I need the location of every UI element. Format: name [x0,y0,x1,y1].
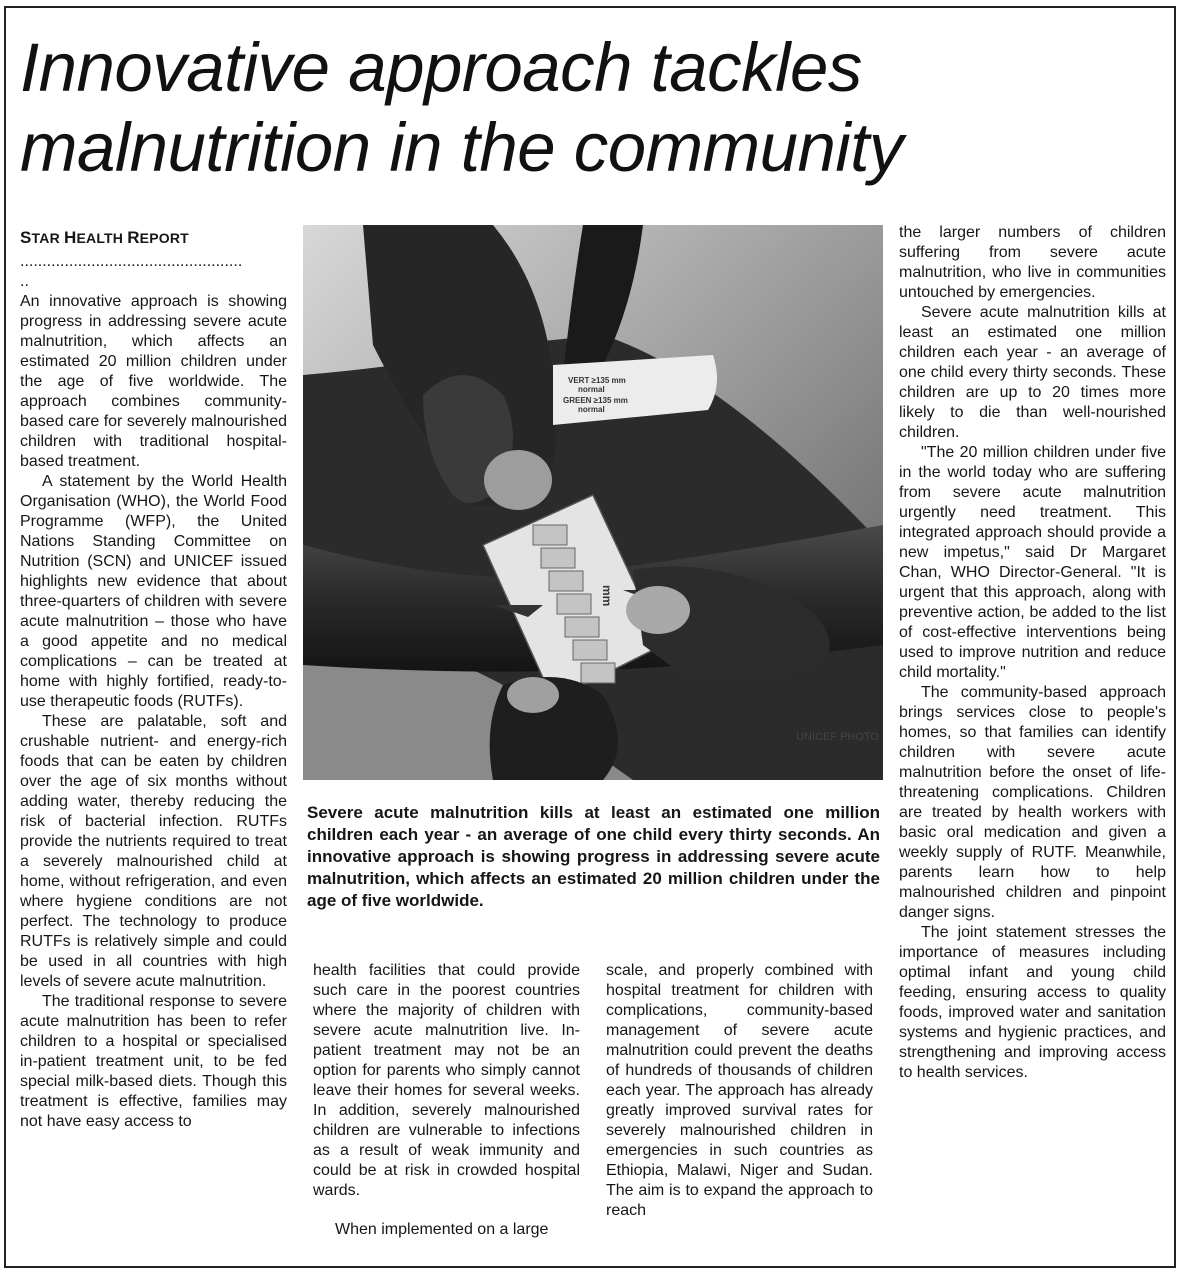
col1-paragraph-4: The traditional response to severe acute malnutrition has been to refer children to a hospital or specialised in-patient treatment unit, to be fed special milk-based diets. Though this treatment is effective, families may not have easy access to [20,993,287,1130]
column-4 [899,223,1166,1083]
byline: STAR HEALTH REPORT [20,228,189,247]
article-photo [303,225,883,780]
col4-paragraph-5: The joint statement stresses the importance of measures including optimal infant and young child feeding, ensuring access to quality foods, improved water and sanitation systems and hygienic practices, and strengthening and improving access to health services. [899,924,1166,1081]
photo-credit: UNICEF PHOTO [796,731,879,743]
svg-text:VERT ≥135 mm: VERT ≥135 mm [568,376,626,385]
col1-paragraph-3: These are palatable, soft and crushable nutrient- and energy-rich foods that can be eaten by children over the age of six months without adding water, thereby reducing the risk of bacterial infection. RUTFs provide the nutrients required to treat a severely malnourished child at home, without refrigeration, and even where hygiene conditions are not perfect. The technology to produce RUTFs is relatively simple and could be used in all countries with high levels of severe acute malnutrition. [20,713,287,990]
col1-paragraph-1: An innovative approach is showing progress in addressing severe acute malnutrition, which affects an estimated 20 million children under the age of five worldwide. The approach combines community-based care for severely malnourished children with traditional hospital-based treatment. [20,293,287,470]
col4-paragraph-4: The community-based approach brings services close to people's homes, so that families can identify children with severe acute malnutrition before the onset of life-threatening complications. Children are treated by health workers with basic oral medication and given a weekly supply of RUTF. Meanwhile, parents learn how to help malnourished children and pinpoint danger signs. [899,684,1166,921]
column-3 [606,961,873,1221]
byline-dots: .................................................. [20,253,243,270]
svg-text:GREEN ≥135 mm: GREEN ≥135 mm [563,396,628,405]
col2-paragraph-2: When implemented on a large [335,1221,549,1238]
col3-paragraph-1: scale, and properly combined with hospital treatment for children with complications, community-based management of severe acute malnutrition could prevent the deaths of hundreds of thousands of children each year. The approach has already greatly improved survival rates for severely malnourished children in emergencies in such countries as Ethiopia, Malawi, Niger and Sudan. The aim is to expand the approach to reach [606,962,873,1219]
mm-label: mm [600,585,614,607]
col1-paragraph-2: A statement by the World Health Organisation (WHO), the World Food Programme (WFP), the United Nations Standing Committee on Nutrition (SCN) and UNICEF issued highlights new evidence that about three-quarters of children with severe acute malnutrition – those who have a good appetite and no medical complications – can be treated at home with highly fortified, ready-to-use therapeutic foods (RUTFs). [20,473,287,710]
svg-text:normal: normal [578,385,605,394]
right-fingernail [626,586,690,634]
column-2-end [313,1220,580,1240]
col4-paragraph-2: Severe acute malnutrition kills at least an estimated one million children each year - an average of one child every thirty seconds. These children are up to 20 times more likely to die than well-nourished children. [899,304,1166,441]
headline [20,28,1160,188]
svg-text:normal: normal [578,405,605,414]
lower-fingernail [507,677,559,713]
photo-caption: Severe acute malnutrition kills at least an estimated one million children each year - an average of one child every thirty seconds. An innovative approach is showing progress in addressing severe acute malnutrition, which affects an estimated 20 million children under the age of five worldwide. [307,803,880,910]
byline-dots-2: .. [20,273,29,290]
column-1 [20,228,287,1132]
column-2 [313,961,580,1201]
col4-paragraph-3: "The 20 million children under five in the world today who are suffering from severe acute malnutrition urgently need treatment. This integrated approach should provide a new impetus," said Dr Margaret Chan, WHO Director-General. "It is urgent that this approach, along with preventive action, be added to the list of cost-effective interventions being used to improve nutrition and reduce child mortality." [899,444,1166,681]
col4-paragraph-1: the larger numbers of children suffering from severe acute malnutrition, who live in communities untouched by emergencies. [899,224,1166,301]
thumbnail [484,450,552,510]
headline-line-2: malnutrition in the community [20,109,903,186]
headline-line-1: Innovative approach tackles [20,29,862,106]
col2-paragraph-1: health facilities that could provide such care in the poorest countries where the majority of children with severe acute malnutrition live. In-patient treatment may not be an option for parents who simply cannot leave their homes for several weeks. In addition, severely malnourished children are vulnerable to infections as a result of weak immunity and could be at risk in crowded hospital wards. [313,962,580,1199]
arm-measurement-illustration [303,225,883,780]
